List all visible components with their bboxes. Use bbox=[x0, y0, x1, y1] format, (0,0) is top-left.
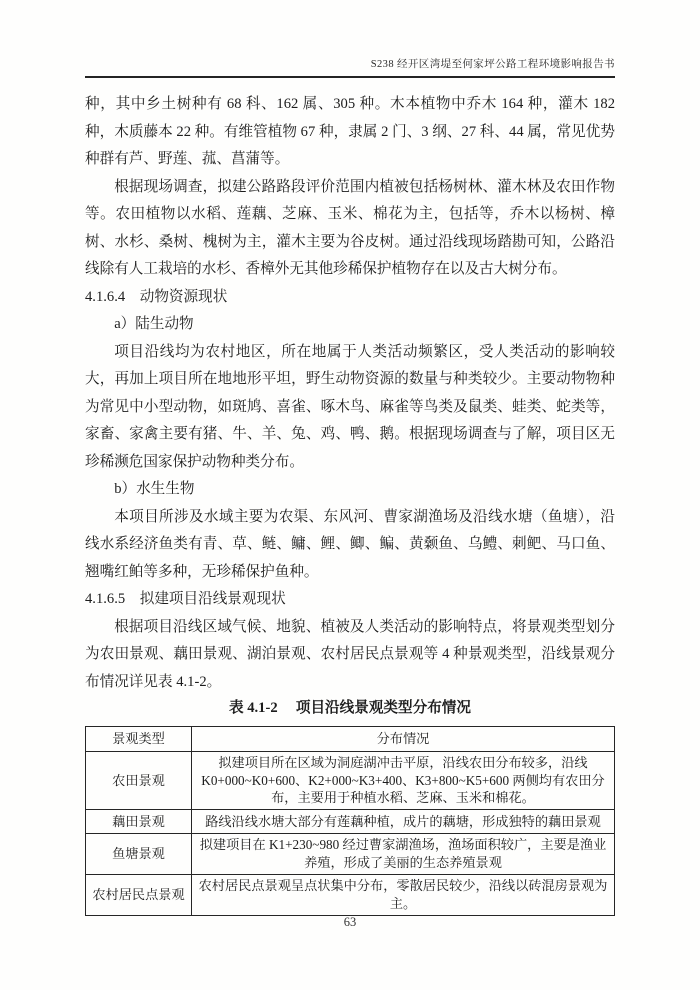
table-row bbox=[86, 874, 615, 915]
paragraph-landscape-types: 根据项目沿线区域气候、地貌、植被及人类活动的影响特点，将景观类型划分为农田景观、藕田景观、湖泊景观、农村居民点景观等 4 种景观类型，沿线景观分布情况详见表 4.1-2。 bbox=[85, 618, 615, 690]
table-title: 表 4.1-2 项目沿线景观类型分布情况 bbox=[228, 700, 471, 716]
section-heading-animal-resources: 4.1.6.4 动物资源现状 bbox=[85, 288, 228, 305]
landscape-type-cell: 藕田景观 bbox=[86, 810, 192, 834]
column-header-landscape-type: 景观类型 bbox=[86, 727, 192, 752]
landscape-type-cell: 农田景观 bbox=[86, 751, 192, 810]
landscape-distribution-table bbox=[85, 726, 615, 916]
distribution-cell: 拟建项目所在区域为洞庭湖冲击平原，沿线农田分布较多，沿线K0+000~K0+600、K2+000~K3+400、K3+800~K5+600 两侧均有农田分布，主要用于种植水稻、芝麻、玉米和棉花。 bbox=[192, 751, 615, 810]
landscape-type-cell: 鱼塘景观 bbox=[86, 833, 192, 874]
landscape-type-cell: 农村居民点景观 bbox=[86, 874, 192, 915]
distribution-cell: 农村居民点景观呈点状集中分布，零散居民较少，沿线以砖混房景观为主。 bbox=[192, 874, 615, 915]
page-number: 63 bbox=[343, 915, 357, 929]
table-row bbox=[86, 751, 615, 810]
report-title: S238 经开区湾堤至何家坪公路工程环境影响报告书 bbox=[370, 59, 615, 70]
section-heading-landscape-status: 4.1.6.5 拟建项目沿线景观现状 bbox=[85, 591, 286, 607]
subheading-aquatic-life: b）水生生物 bbox=[114, 481, 195, 497]
table-header-row bbox=[86, 727, 615, 752]
paragraph-flora-continued: 种，其中乡土树种有 68 科、162 属、305 种。木本植物中乔木 164 种，灌木 182 种，木质藤本 22 种。有维管植物 67 种，隶属 2 门、3 纲、27 科、44 属，常见优势种群有芦、野莲、菰、菖蒲等。 bbox=[85, 96, 615, 167]
table-row bbox=[86, 810, 615, 834]
paragraph-vegetation-survey: 根据现场调查，拟建公路路段评价范围内植被包括杨树林、灌木林及农田作物等。农田植物以水稻、莲藕、芝麻、玉米、棉花为主，包括等，乔木以杨树、樟树、水杉、桑树、槐树为主，灌木主要为谷皮树。通过沿线现场踏勘可知，公路沿线除有人工栽培的水杉、香樟外无其他珍稀保护植物存在以及古大树分布。 bbox=[85, 178, 615, 277]
table-row bbox=[86, 833, 615, 874]
page-content bbox=[85, 91, 615, 916]
subheading-terrestrial-animals: a）陆生动物 bbox=[114, 316, 194, 332]
running-header bbox=[85, 56, 615, 78]
column-header-distribution: 分布情况 bbox=[192, 727, 615, 752]
paragraph-terrestrial-animals: 项目沿线均为农村地区，所在地属于人类活动频繁区，受人类活动的影响较大，再加上项目所在地地形平坦，野生动物资源的数量与种类较少。主要动物物种为常见中小型动物，如斑鸠、喜雀、啄木鸟、麻雀等鸟类及鼠类、蛙类、蛇类等，家畜、家禽主要有猪、牛、羊、兔、鸡、鸭、鹅。根据现场调查与了解，项目区无珍稀濒危国家保护动物种类分布。 bbox=[85, 343, 615, 470]
paragraph-aquatic-life: 本项目所涉及水域主要为农渠、东风河、曹家湖渔场及沿线水塘（鱼塘），沿线水系经济鱼类有青、草、鲢、鳙、鲤、鲫、鳊、黄颡鱼、乌鳢、刺鲃、马口鱼、翘嘴红鲌等多种，无珍稀保护鱼种。 bbox=[85, 508, 615, 580]
distribution-cell: 路线沿线水塘大部分有莲藕种植，成片的藕塘，形成独特的藕田景观 bbox=[192, 810, 615, 834]
distribution-cell: 拟建项目在 K1+230~980 经过曹家湖渔场，渔场面积较广，主要是渔业养殖，形成了美丽的生态养殖景观 bbox=[192, 833, 615, 874]
